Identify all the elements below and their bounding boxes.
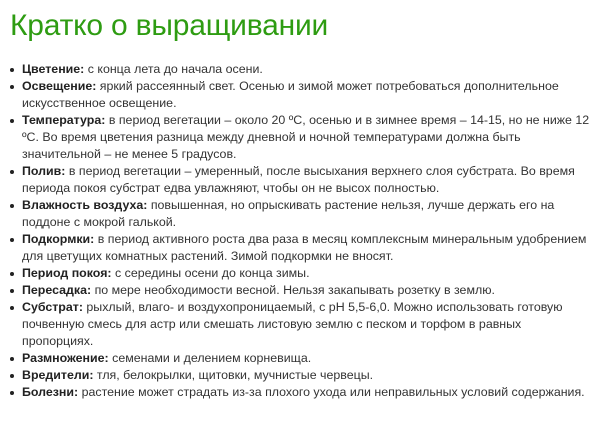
care-item-dormancy [10,265,590,282]
care-item-text: в период вегетации – умеренный, после высыхания верхнего слоя субстрата. Во время периода покоя субстрат едва увлажняют, чтобы он не высох полностью. [22,164,575,195]
care-item-text: растение может страдать из-за плохого ухода или неправильных условий содержания. [78,385,585,399]
care-item-pests [10,367,590,384]
care-summary-list [10,61,598,401]
care-item-propagation [10,350,590,367]
care-item-feeding [10,231,590,265]
care-item-term: Влажность воздуха: [22,198,148,212]
care-item-term: Размножение: [22,351,109,365]
care-item-term: Цветение: [22,62,85,76]
care-item-watering [10,163,590,197]
care-item-term: Болезни: [22,385,79,399]
care-item-term: Подкормки: [22,232,95,246]
care-item-temperature [10,112,590,163]
care-item-term: Субстрат: [22,300,83,314]
care-item-text: в период вегетации – около 20 ºС, осенью и в зимнее время – 14-15, но не ниже 12 ºС. Во время цветения разница между дневной и ночной температурами должна быть значительной – не менее 5 градусов. [22,113,590,161]
care-item-term: Период покоя: [22,266,112,280]
care-item-text: с конца лета до начала осени. [84,62,263,76]
care-item-text: по мере необходимости весной. Нельзя закапывать розетку в землю. [91,283,495,297]
care-item-term: Освещение: [22,79,97,93]
care-item-text: тля, белокрылки, щитовки, мучнистые червецы. [93,368,374,382]
care-item-text: повышенная, но опрыскивать растение нельзя, лучше держать его на поддоне с мокрой галькой. [22,198,555,229]
care-item-term: Вредители: [22,368,94,382]
care-item-flowering [10,61,590,78]
care-item-term: Температура: [22,113,106,127]
care-item-text: в период активного роста два раза в месяц комплексным минеральным удобрением для цветущих комнатных растений. Зимой подкормки не вносят. [22,232,587,263]
section-heading: Кратко о выращивании [10,9,329,42]
care-item-humidity [10,197,590,231]
care-item-text: семенами и делением корневища. [108,351,312,365]
care-item-diseases [10,384,590,401]
care-item-transplanting [10,282,590,299]
care-item-term: Пересадка: [22,283,92,297]
care-item-text: яркий рассеянный свет. Осенью и зимой может потребоваться дополнительное искусственное освещение. [22,79,559,110]
care-item-substrate [10,299,590,350]
care-item-text: с середины осени до конца зимы. [111,266,310,280]
care-item-term: Полив: [22,164,66,178]
care-item-lighting [10,78,590,112]
care-item-text: рыхлый, влаго- и воздухопроницаемый, с рН 5,5-6,0. Можно использовать готовую почвенную смесь для астр или смешать листовую землю с песком и торфом в равных пропорциях. [22,300,563,348]
